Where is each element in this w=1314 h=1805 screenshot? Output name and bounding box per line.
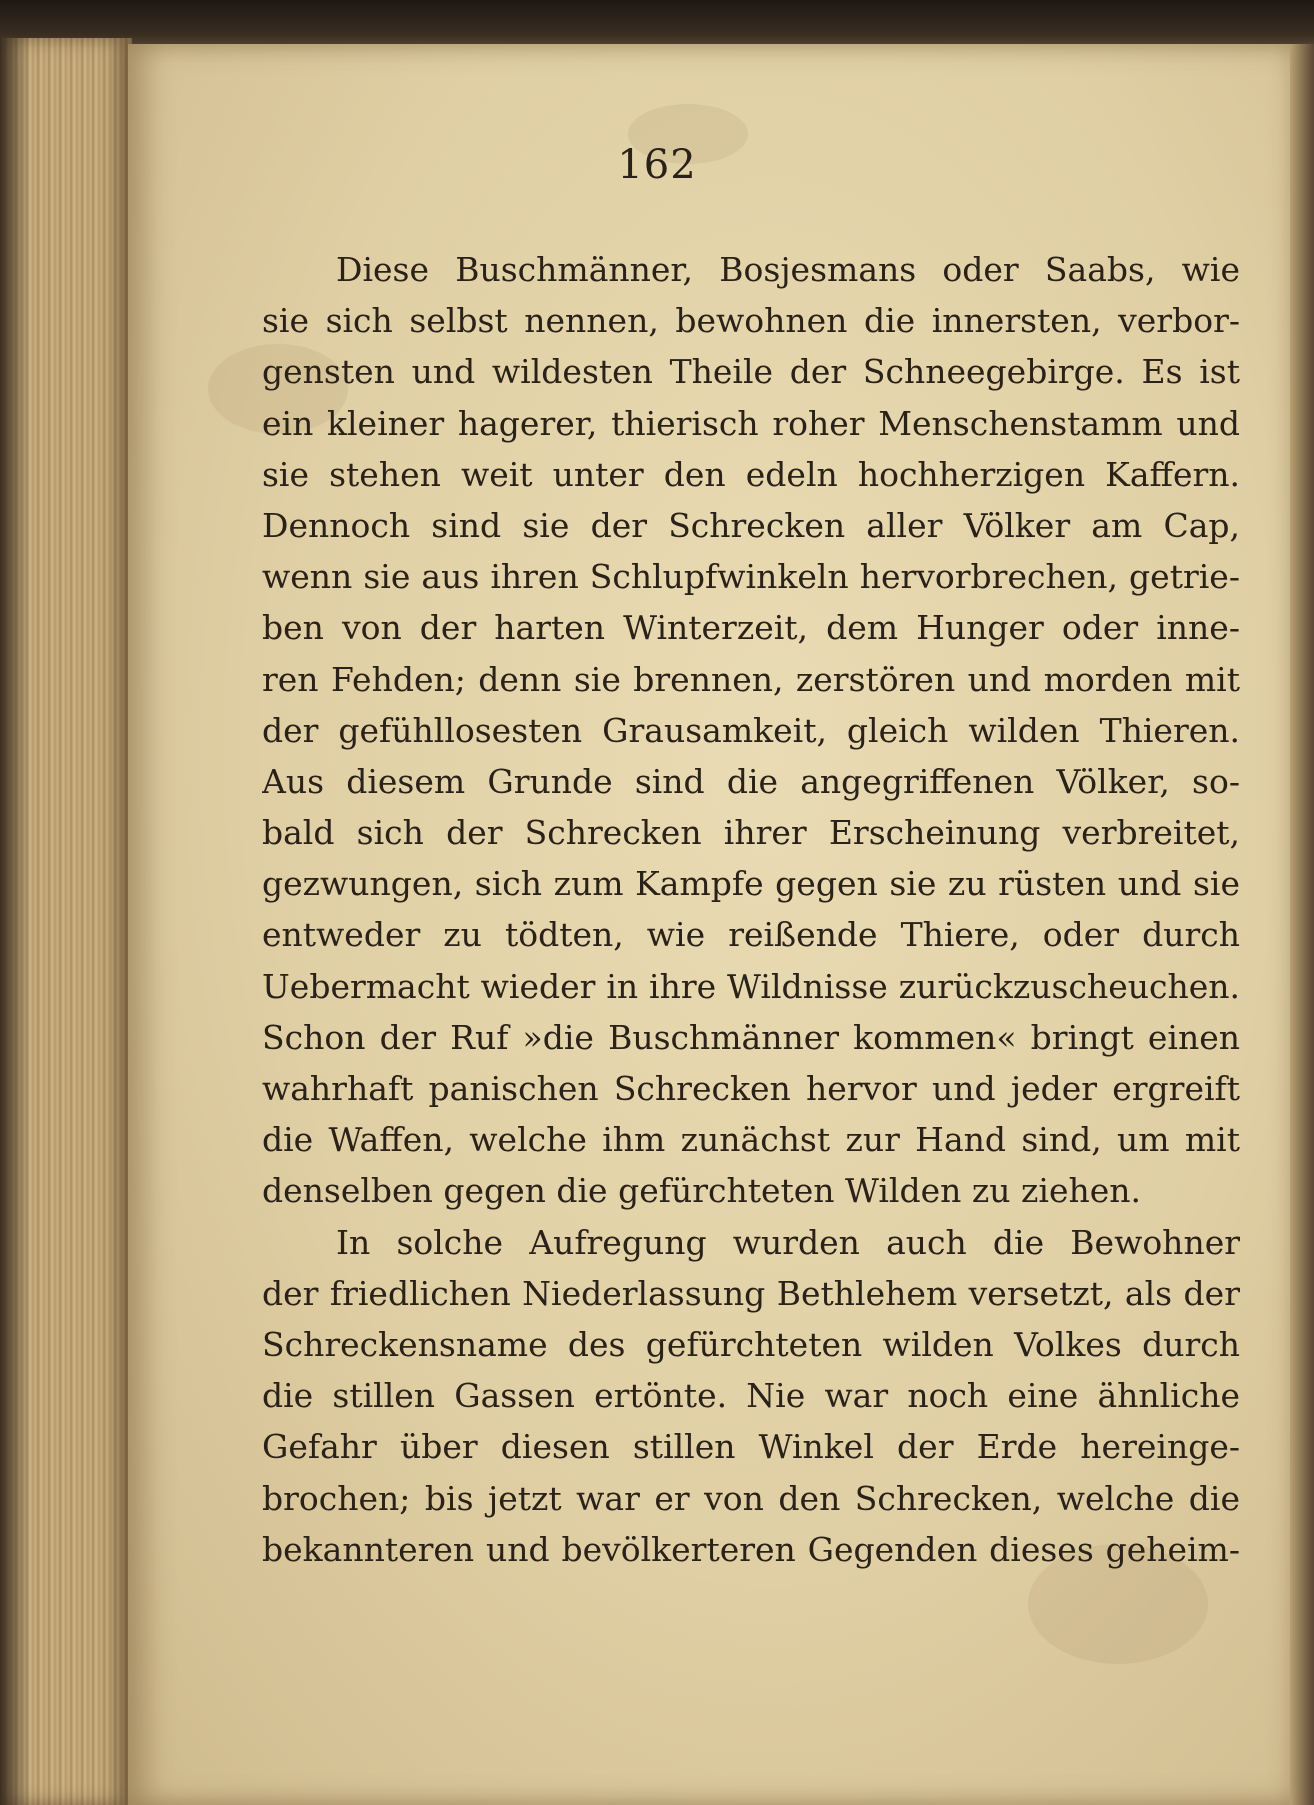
body-text	[262, 244, 1240, 1575]
text-line: Diese Buschmänner, Bosjesmans oder Saabs, wie	[336, 250, 1240, 289]
text-line: Gefahr über diesen stillen Winkel der Erde hereinge-	[262, 1427, 1240, 1467]
text-line: die stillen Gassen ertönte. Nie war noch eine ähnliche	[262, 1376, 1240, 1416]
page-right-edge	[1290, 44, 1314, 1805]
text-line: ben von der harten Winterzeit, dem Hunger oder inne-	[262, 608, 1240, 648]
text-line: brochen; bis jetzt war er von den Schrecken, welche die	[262, 1478, 1240, 1518]
text-line: bekannteren und bevölkerteren Gegenden dieses geheim-	[262, 1529, 1240, 1569]
text-line: gensten und wildesten Theile der Schneegebirge. Es ist	[262, 352, 1240, 392]
text-line: Aus diesem Grunde sind die angegriffenen Völker, so-	[262, 761, 1240, 801]
text-line: Schon der Ruf »die Buschmänner kommen« bringt einen	[262, 1017, 1240, 1057]
text-line: Uebermacht wieder in ihre Wildnisse zurückzuscheuchen.	[262, 966, 1240, 1006]
text-line: bald sich der Schrecken ihrer Erscheinung verbreitet,	[262, 813, 1240, 853]
page-stack-shadow	[0, 38, 30, 1805]
text-line: gezwungen, sich zum Kampfe gegen sie zu rüsten und sie	[262, 864, 1240, 904]
text-line: In solche Aufregung wurden auch die Bewohner	[336, 1222, 1240, 1262]
text-line: ein kleiner hagerer, thierisch roher Menschenstamm und	[262, 403, 1240, 443]
text-line: sie stehen weit unter den edeln hochherzigen Kaffern.	[262, 454, 1240, 494]
text-line: der friedlichen Niederlassung Bethlehem versetzt, als der	[262, 1273, 1240, 1313]
page-number: 162	[617, 142, 697, 188]
text-line: die Waffen, welche ihm zunächst zur Hand sind, um mit	[262, 1120, 1240, 1160]
text-line: denselben gegen die gefürchteten Wilden zu ziehen.	[262, 1171, 1141, 1211]
text-line: ren Fehden; denn sie brennen, zerstören und morden mit	[262, 659, 1240, 699]
text-line: sie sich selbst nennen, bewohnen die innersten, verbor-	[262, 301, 1240, 341]
text-line: Schreckensname des gefürchteten wilden Volkes durch	[262, 1324, 1240, 1364]
text-line: entweder zu tödten, wie reißende Thiere, oder durch	[262, 915, 1240, 955]
text-line: wenn sie aus ihren Schlupfwinkeln hervorbrechen, getrie-	[262, 557, 1240, 597]
book-binding-edge	[0, 0, 1314, 50]
text-line: der gefühllosesten Grausamkeit, gleich wilden Thieren.	[262, 710, 1240, 750]
text-line: Dennoch sind sie der Schrecken aller Völker am Cap,	[262, 505, 1240, 545]
text-line: wahrhaft panischen Schrecken hervor und jeder ergreift	[262, 1069, 1240, 1108]
